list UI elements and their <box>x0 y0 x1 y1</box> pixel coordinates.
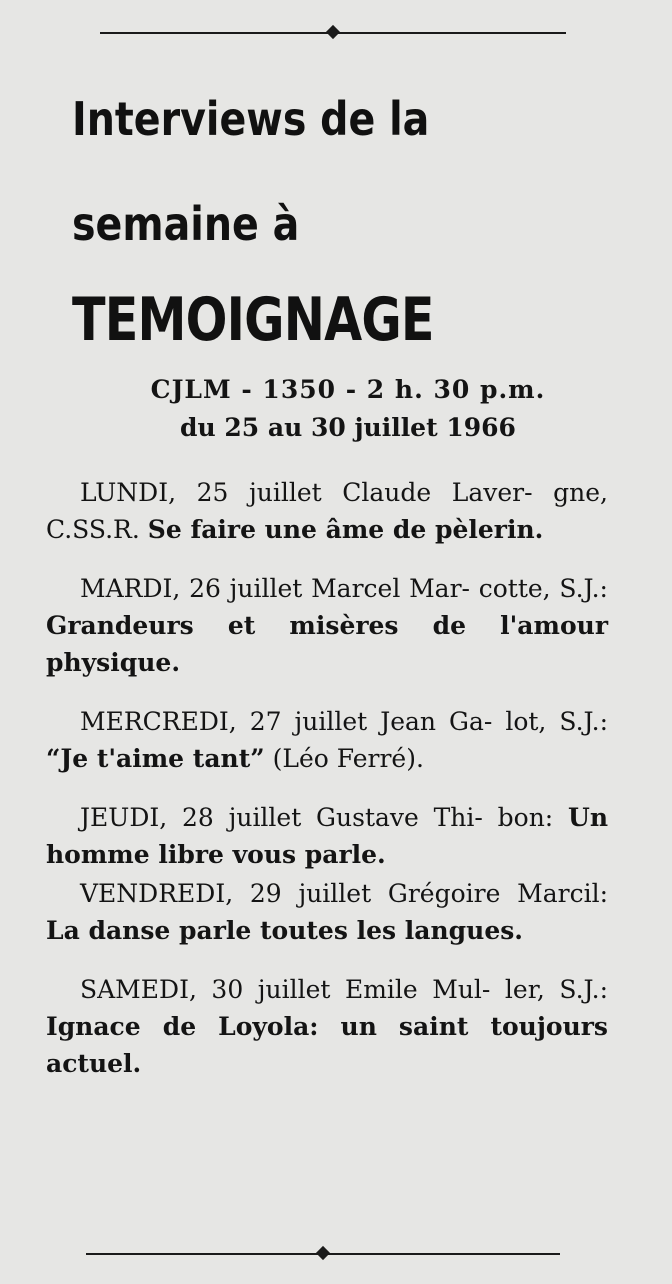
interview-entry-monday <box>46 474 608 548</box>
entry-speaker: lot, S.J.: <box>505 707 609 736</box>
diamond-ornament-icon <box>316 1246 330 1260</box>
entry-day: MERCREDI, 27 juillet Jean Ga- <box>80 707 493 736</box>
station-line: CJLM - 1350 - 2 h. 30 p.m. <box>150 375 546 404</box>
entry-speaker: bon: <box>497 803 554 832</box>
headline-line-2: semaine à <box>72 197 300 251</box>
headline-line-3: TEMOIGNAGE <box>72 285 434 355</box>
entry-speaker: Marcil: <box>517 879 608 908</box>
entry-day: MARDI, 26 juillet Marcel Mar- <box>80 574 470 603</box>
entry-title: “Je t'aime tant” <box>46 744 265 773</box>
diamond-ornament-icon <box>326 25 340 39</box>
interview-list <box>46 474 608 1082</box>
entry-title: Se faire une âme de pèlerin. <box>147 515 544 544</box>
entry-title: La danse parle toutes les langues. <box>46 916 524 945</box>
entry-speaker: gne, C.SS.R. <box>46 478 609 544</box>
interview-entry-wednesday <box>46 703 608 777</box>
entry-day: SAMEDI, 30 juillet Emile Mul- <box>80 975 491 1004</box>
entry-title: Un homme libre vous parle. <box>46 803 609 869</box>
interview-entry-saturday <box>46 971 608 1082</box>
entry-day: VENDREDI, 29 juillet Grégoire <box>80 879 501 908</box>
top-divider <box>100 25 566 41</box>
entry-title: Grandeurs et misères de l'amour physique. <box>46 611 608 677</box>
entry-day: JEUDI, 28 juillet Gustave Thi- <box>80 803 483 832</box>
entry-day: LUNDI, 25 juillet Claude Laver- <box>80 478 533 507</box>
entry-title: Ignace de Loyola: un saint toujours actuel. <box>46 1012 608 1078</box>
interview-entry-thursday <box>46 799 608 873</box>
headline-line-1: Interviews de la <box>72 92 430 146</box>
date-range: du 25 au 30 juillet 1966 <box>180 413 516 442</box>
bottom-divider <box>86 1246 560 1262</box>
entry-note: (Léo Ferré). <box>272 744 424 773</box>
interview-entry-friday <box>46 875 608 949</box>
interview-entry-tuesday <box>46 570 608 681</box>
entry-speaker: ler, S.J.: <box>504 975 609 1004</box>
entry-speaker: cotte, S.J.: <box>478 574 608 603</box>
